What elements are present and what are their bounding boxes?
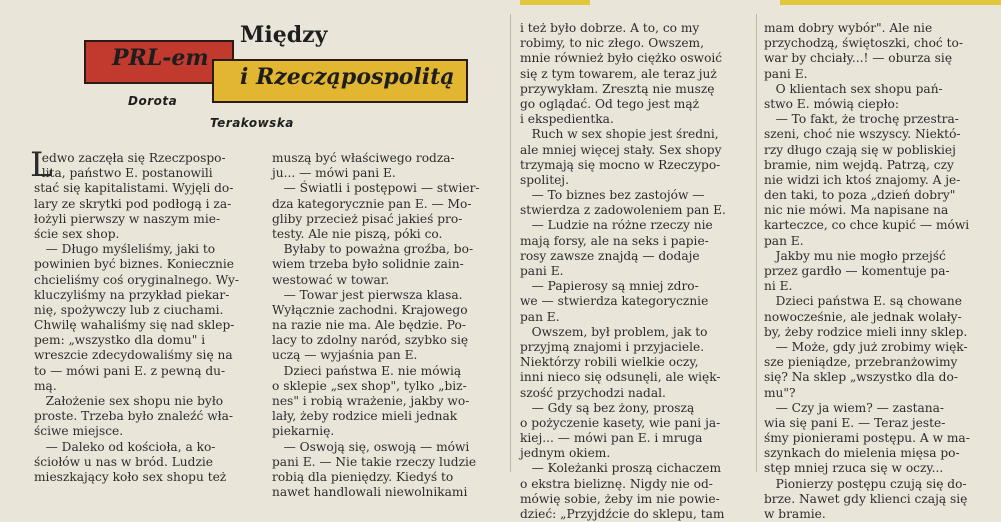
- article-column-4: [764, 21, 970, 522]
- article-column-3: [520, 21, 726, 522]
- text-line: stwierdza z zadowoleniem pan E.: [520, 203, 726, 218]
- text-line: — Gdy są bez żony, proszą: [520, 400, 695, 415]
- text-line: karteczce, co chce kupić — mówi: [764, 218, 970, 233]
- text-line: mnie również było ciężko oswoić: [520, 51, 723, 66]
- text-line: spolitej.: [520, 172, 569, 187]
- column-divider: [756, 14, 757, 472]
- text-line: — Papierosy są mniej zdro-: [520, 279, 699, 294]
- text-line: Założenie sex shopu nie było: [34, 394, 224, 408]
- text-line: wia się pani E. — Teraz jeste-: [764, 415, 946, 430]
- top-yellow-stripe: [520, 0, 590, 5]
- text-line: ju... — mówi pani E.: [272, 166, 396, 181]
- text-line: inni nieco się odsunęli, ale więk-: [520, 370, 721, 385]
- text-line: — Czy ja wiem? — zastana-: [764, 400, 945, 415]
- text-line: kluczyliśmy na przykład piekar-: [34, 287, 230, 302]
- text-line: — Długo myśleliśmy, jaki to: [34, 242, 216, 257]
- text-line: piekarnię.: [272, 424, 335, 439]
- text-line: mą.: [34, 378, 57, 393]
- text-line: — Towar jest pierwsza klasa.: [272, 287, 463, 302]
- text-line: Dzieci państwa E. są chowane: [764, 294, 962, 309]
- text-line: łożyli pierwszy w naszym mie-: [34, 211, 221, 226]
- text-line: rzy długo czają się w pobliskiej: [764, 142, 956, 157]
- text-line: — To fakt, że trochę przestra-: [764, 112, 959, 127]
- text-line: nic nie mówi. Ma napisane na: [764, 203, 949, 218]
- text-line: Ruch w sex shopie jest średni,: [520, 127, 719, 142]
- author-first-name: Dorota: [128, 94, 178, 108]
- text-line: lary ze skrytki pod podłogą i za-: [34, 196, 232, 211]
- article-column-1: [34, 151, 239, 485]
- text-line: Wyłącznie zachodni. Krajowego: [272, 302, 468, 317]
- author-last-name: Terakowska: [210, 116, 294, 130]
- title-line-2: PRL-em: [112, 45, 209, 71]
- text-line: nie widzi ich ktoś znajomy. A je-: [764, 172, 961, 187]
- text-line: Owszem, był problem, jak to: [520, 324, 708, 339]
- text-line: Dzieci państwa E. nie mówią: [272, 363, 462, 378]
- text-line: stać się kapitalistami. Wyjęli do-: [34, 181, 234, 196]
- text-line: nię, spożywczy lub z ciuchami.: [34, 302, 224, 317]
- text-line: to — mówi pani E. z pewną du-: [34, 363, 226, 378]
- text-line: chcieliśmy coś oryginalnego. Wy-: [34, 272, 240, 287]
- text-line: dzieć: „Przyjdźcie do sklepu, tam: [520, 507, 725, 521]
- text-line: sze pieniądze, przebranżowimy: [764, 355, 958, 370]
- text-line: gliby przecież pisać jakieś pro-: [272, 211, 463, 226]
- text-line: bramie, nim wejdą. Patrzą, czy: [764, 157, 954, 172]
- text-line: westować w towar.: [272, 272, 390, 287]
- text-line: szynkach do mielenia mięsa po-: [764, 446, 960, 461]
- text-line: O klientach sex shopu pań-: [764, 81, 943, 96]
- text-line: — To biznes bez zastojów —: [520, 188, 705, 203]
- text-line: pan E.: [520, 309, 560, 324]
- text-line: szość przychodzi nadal.: [520, 385, 666, 400]
- text-line: Niektórzy robili wielkie oczy,: [520, 355, 699, 370]
- text-line: o pożyczenie kasety, wie pani ja-: [520, 415, 721, 430]
- text-line: proste. Trzeba było znaleźć wła-: [34, 409, 233, 424]
- text-line: mieszkający koło sex shopu też: [34, 469, 227, 484]
- text-line: i ekspedientka.: [520, 112, 614, 127]
- text-line: Chwilę wahaliśmy się nad sklep-: [34, 318, 235, 333]
- text-line: brze. Nawet gdy klienci czają się: [764, 491, 968, 506]
- text-line: — Ludzie na różne rzeczy nie: [520, 218, 713, 233]
- text-line: nes" i robią wrażenie, jakby wo-: [272, 394, 470, 408]
- text-line: o ekstra bieliznę. Nigdy nie od-: [520, 476, 713, 491]
- text-line: przez gardło — komentuje pa-: [764, 264, 950, 278]
- text-line: go oglądać. Od tego jest mąż: [520, 96, 700, 111]
- text-line: rosy zawsze znajdą — dodaje: [520, 248, 700, 263]
- text-line: — Daleko od kościoła, a ko-: [34, 439, 216, 454]
- text-line: lita, państwo E. postanowili: [34, 166, 213, 181]
- text-line: robimy, to nic złego. Owszem,: [520, 36, 704, 51]
- text-line: wreszcie zdecydowaliśmy się na: [34, 348, 233, 363]
- text-line: na razie nie ma. Ale będzie. Po-: [272, 318, 466, 333]
- text-line: jednym okiem.: [520, 446, 611, 461]
- text-line: — Może, gdy już zrobimy więk-: [764, 339, 968, 354]
- text-line: Byłaby to poważna groźba, bo-: [272, 242, 474, 257]
- text-line: mam dobry wybór". Ale nie: [764, 21, 933, 35]
- text-line: dza kategorycznie pan E. — Mo-: [272, 196, 472, 211]
- text-line: Pionierzy postępu czują się do-: [764, 476, 967, 491]
- title-line-1: Między: [240, 22, 328, 48]
- text-line: wiem trzeba było solidnie zain-: [272, 257, 464, 272]
- top-yellow-stripe-right: [780, 0, 1001, 5]
- text-line: powinien być biznes. Koniecznie: [34, 257, 235, 272]
- text-line: i też było dobrze. A to, co my: [520, 21, 700, 35]
- text-line: muszą być właściwego rodza-: [272, 151, 455, 165]
- text-line: robią dla pieniędzy. Kiedyś to: [272, 469, 454, 484]
- text-line: we — stwierdza kategorycznie: [520, 294, 709, 309]
- text-line: w bramie.: [764, 507, 826, 521]
- title-line-3: i Rzecząpospolitą: [240, 64, 455, 90]
- text-line: stęp mniej rzuca się w oczy...: [764, 461, 944, 476]
- text-line: pani E.: [764, 66, 808, 81]
- text-line: ale mniej więcej stały. Sex shopy: [520, 142, 722, 157]
- text-line: den taki, to poza „dzień dobry": [764, 188, 956, 203]
- text-line: pani E. — Nie takie rzeczy ludzie: [272, 454, 477, 469]
- text-line: nawet handlowali niewolnikami: [272, 485, 468, 500]
- text-line: lały, żeby rodzice mieli jednak: [272, 409, 458, 424]
- text-line: się? Na sklep „wszystko dla do-: [764, 370, 958, 385]
- text-line: stwo E. mówią ciepło:: [764, 96, 899, 111]
- text-line: pani E.: [520, 264, 564, 278]
- text-line: testy. Ale nie piszą, póki co.: [272, 226, 443, 241]
- text-line: uczą — wyjaśnia pan E.: [272, 348, 418, 363]
- text-line: mu"?: [764, 385, 796, 400]
- text-line: by, żeby rodzice mieli inny sklep.: [764, 324, 968, 339]
- drop-cap: L: [30, 145, 53, 185]
- text-line: się z tym towarem, ale teraz już: [520, 66, 717, 81]
- text-line: mają forsy, ale na seks i papie-: [520, 233, 709, 248]
- text-line: edwo zaczęła się Rzeczpospo-: [34, 151, 226, 165]
- text-line: — Światli i postępowi — stwier-: [272, 181, 480, 196]
- text-line: przywykłam. Zresztą nie muszę: [520, 81, 715, 96]
- text-line: pem: „wszystko dla domu" i: [34, 333, 206, 348]
- text-line: ściołów u nas w bród. Ludzie: [34, 454, 213, 469]
- text-line: ście sex shop.: [34, 226, 120, 241]
- text-line: o sklepie „sex shop", tylko „biz-: [272, 378, 467, 393]
- text-line: nowocześnie, ale jednak wolały-: [764, 309, 962, 324]
- text-line: szeni, choć nie wszyscy. Niektó-: [764, 127, 961, 142]
- text-line: ni E.: [764, 279, 793, 294]
- text-line: przyjmą znajomi i przyjaciele.: [520, 339, 705, 354]
- text-line: mówię sobie, żeby im nie powie-: [520, 491, 720, 506]
- text-line: Jakby mu nie mogło przejść: [764, 248, 946, 263]
- text-line: — Oswoją się, oswoją — mówi: [272, 439, 470, 454]
- text-line: trzymają się mocno w Rzeczypo-: [520, 157, 721, 172]
- column-divider: [510, 14, 511, 472]
- text-line: śmy pionierami postępu. A w ma-: [764, 431, 970, 446]
- text-line: pan E.: [764, 233, 804, 248]
- text-line: ściwe miejsce.: [34, 424, 124, 439]
- article-column-2: [272, 151, 480, 500]
- text-line: — Koleżanki proszą cichaczem: [520, 461, 722, 476]
- text-line: lacy to zdolny naród, szybko się: [272, 333, 469, 348]
- text-line: war by chciały...! — oburza się: [764, 51, 953, 66]
- text-line: przychodzą, świętoszki, choć to-: [764, 36, 963, 51]
- text-line: kiej... — mówi pan E. i mruga: [520, 431, 703, 446]
